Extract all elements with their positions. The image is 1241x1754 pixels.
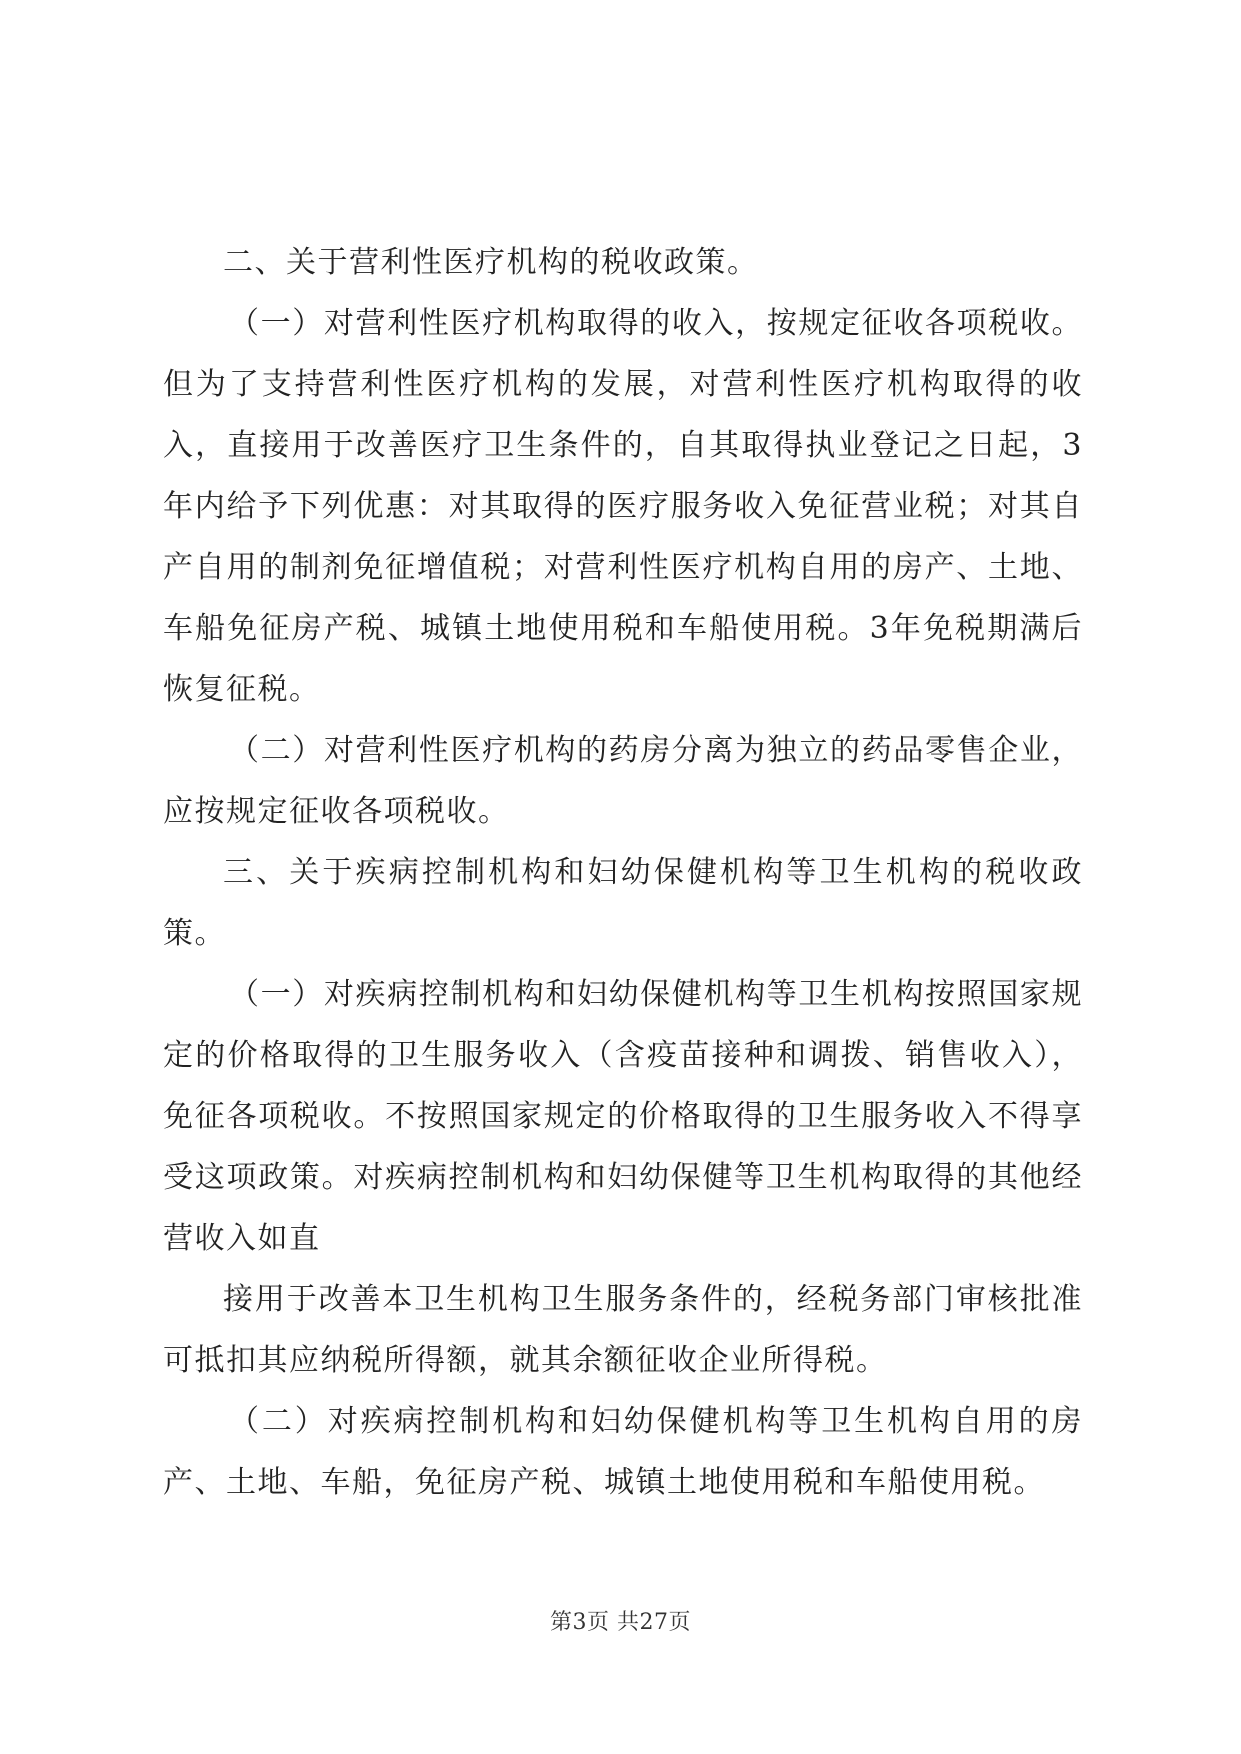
- document-body: [163, 232, 1083, 1513]
- paragraph-3-1-continued: 接用于改善本卫生机构卫生服务条件的，经税务部门审核批准可抵扣其应纳税所得额，就其余额征收企业所得税。: [163, 1282, 1083, 1378]
- page-footer: 第3页 共27页: [550, 1610, 691, 1635]
- paragraph-2-1: （一）对营利性医疗机构取得的收入，按规定征收各项税收。但为了支持营利性医疗机构的发展，对营利性医疗机构取得的收入，直接用于改善医疗卫生条件的，自其取得执业登记之日起，3年内给予下列优惠：对其取得的医疗服务收入免征营业税；对其自产自用的制剂免征增值税；对营利性医疗机构自用的房产、土地、车船免征房产税、城镇土地使用税和车船使用税。3年免税期满后恢复征税。: [163, 306, 1083, 707]
- paragraph-3-1: （一）对疾病控制机构和妇幼保健机构等卫生机构按照国家规定的价格取得的卫生服务收入（含疫苗接种和调拨、销售收入），免征各项税收。不按照国家规定的价格取得的卫生服务收入不得享受这项政策。对疾病控制机构和妇幼保健等卫生机构取得的其他经营收入如直: [163, 977, 1083, 1256]
- paragraph-3-2: （二）对疾病控制机构和妇幼保健机构等卫生机构自用的房产、土地、车船，免征房产税、城镇土地使用税和车船使用税。: [163, 1404, 1083, 1500]
- section-heading-3: 三、关于疾病控制机构和妇幼保健机构等卫生机构的税收政策。: [163, 855, 1083, 951]
- paragraph-2-2: （二）对营利性医疗机构的药房分离为独立的药品零售企业，应按规定征收各项税收。: [163, 733, 1083, 829]
- section-heading-2: 二、关于营利性医疗机构的税收政策。: [223, 245, 759, 280]
